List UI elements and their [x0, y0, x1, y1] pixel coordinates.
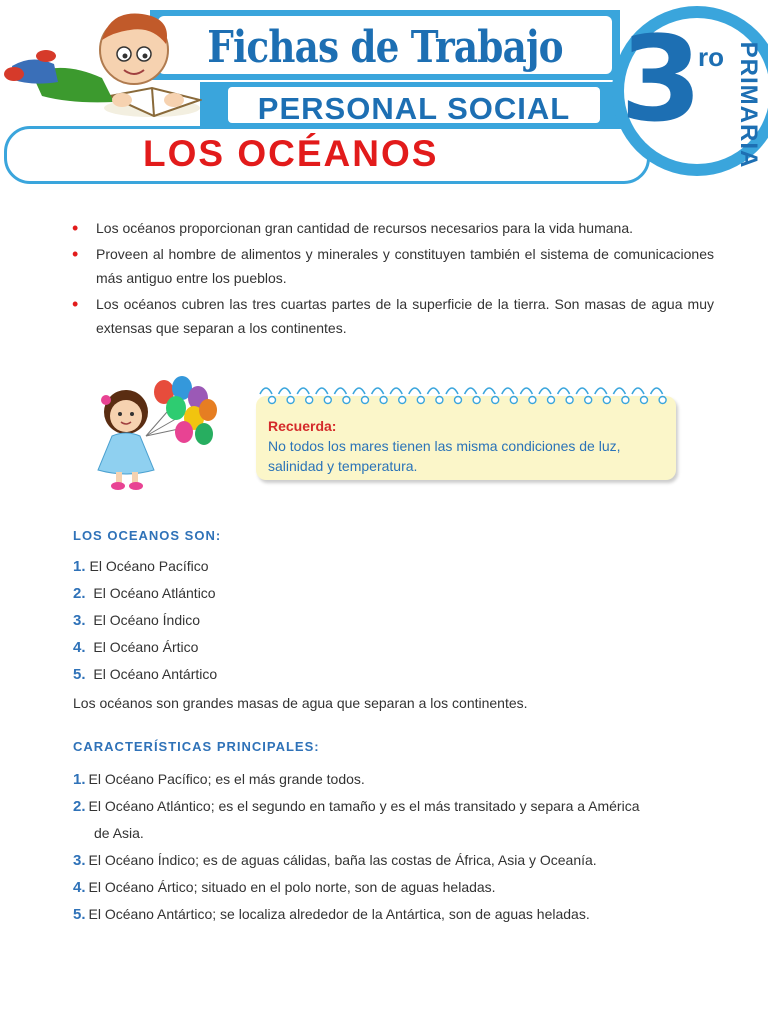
grade-number: 3: [620, 10, 703, 148]
list-item: 3. El Océano Índico; es de aguas cálidas, baña las costas de África, Asia y Oceanía.: [73, 852, 597, 869]
list-item: • Los océanos proporcionan gran cantidad de recursos necesarios para la vida humana.: [72, 218, 634, 238]
characteristics-section-title: CARACTERÍSTICAS PRINCIPALES:: [73, 739, 320, 754]
oceans-section-title: LOS OCEANOS SON:: [73, 528, 222, 543]
subject-banner: [200, 82, 620, 128]
list-item: 3. El Océano Índico: [73, 612, 201, 629]
girl-with-balloons-illustration: [84, 374, 224, 492]
list-item: 2. El Océano Atlántico; es el segundo en tamaño y es el más transitado y separa a América: [73, 798, 640, 815]
list-item: 1. El Océano Pacífico; es el más grande todos.: [73, 771, 365, 788]
spiral-binding-icon: [256, 384, 676, 408]
grade-level: PRIMARIA: [735, 41, 762, 169]
oceans-summary: Los océanos son grandes masas de agua que separan a los continentes.: [73, 695, 528, 711]
bullet-icon: •: [72, 244, 79, 264]
boy-reading-illustration: [2, 4, 202, 124]
reminder-note: [256, 384, 676, 480]
list-item: 5. El Océano Antártico; se localiza alrededor de la Antártica, son de aguas heladas.: [73, 906, 590, 923]
list-item: 1. El Océano Pacífico: [73, 558, 209, 575]
list-item-continuation: de Asia.: [94, 825, 144, 841]
worksheet-title: Fichas de Trabajo: [207, 22, 563, 73]
list-item: 4. El Océano Ártico: [73, 639, 199, 656]
grade-suffix: ro: [698, 42, 724, 72]
lesson-banner: [4, 126, 650, 184]
list-item: • Los océanos cubren las tres cuartas partes de la superficie de la tierra. Son masas de agua muy extensas que separan a los continentes.: [72, 294, 714, 336]
subject-title: PERSONAL SOCIAL: [257, 91, 571, 126]
list-item: 4. El Océano Ártico; situado en el polo norte, son de aguas heladas.: [73, 879, 496, 896]
title-banner: [150, 10, 620, 80]
note-title: Recuerda:: [268, 418, 337, 434]
bullet-icon: •: [72, 294, 79, 314]
characteristics-list: [73, 766, 715, 928]
lesson-title: LOS OCÉANOS: [143, 133, 439, 174]
intro-bullet-list: [72, 216, 714, 342]
list-item: • Proveen al hombre de alimentos y minerales y constituyen también el sistema de comunicaciones más antiguo entre los pueblos.: [72, 244, 714, 286]
oceans-list: [73, 556, 723, 691]
bullet-icon: •: [72, 218, 79, 238]
note-text: No todos los mares tienen las misma condiciones de luz, salinidad y temperatura.: [268, 438, 621, 474]
list-item: 2. El Océano Atlántico: [73, 585, 216, 602]
list-item: 5. El Océano Antártico: [73, 666, 218, 683]
worksheet-header: [0, 0, 768, 190]
